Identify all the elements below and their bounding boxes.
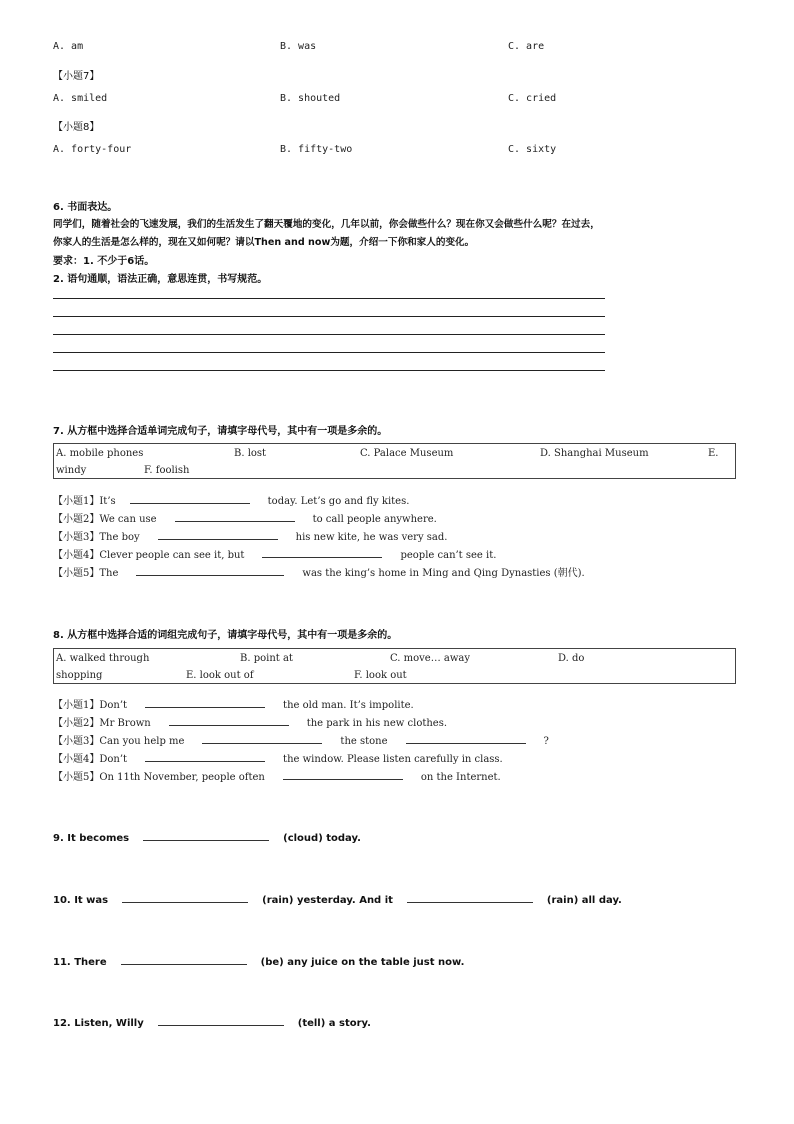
q11-blank[interactable] (121, 954, 247, 965)
q8-item-2: 【小题2】Mr Brown the park in his new clothes. (53, 714, 447, 729)
q9: 9. It becomes (cloud) today. (53, 830, 361, 844)
q8-phrase-c: C. move… away (390, 653, 471, 664)
q7-item-2: 【小题2】We can use to call people anywhere. (53, 510, 437, 525)
q8-item-3: 【小题3】Can you help me the stone ? (53, 732, 549, 747)
q8-item-5: 【小题5】On 11th November, people often on the Internet. (53, 768, 501, 783)
q8-phrase-d: D. do (558, 653, 585, 664)
q7-word-e: windy (56, 465, 87, 476)
writing-line-3[interactable] (53, 334, 605, 335)
q9-blank[interactable] (143, 830, 269, 841)
q8-item-1: 【小题1】Don’t the old man. It’s impolite. (53, 696, 414, 711)
q7-word-f: F. foolish (144, 465, 190, 476)
writing-line-4[interactable] (53, 352, 605, 353)
q8-phrase-a: A. walked through (56, 653, 150, 664)
q6-title: 6. 书面表达。 (53, 202, 118, 213)
q7-word-a: A. mobile phones (56, 448, 144, 459)
subquestion-label-7: 【小题7】 (53, 71, 100, 82)
option-7c: C. cried (508, 93, 557, 104)
writing-line-1[interactable] (53, 298, 605, 299)
q7-title: 7. 从方框中选择合适单词完成句子，请填字母代号，其中有一项是多余的。 (53, 426, 388, 437)
q8-phrase-box (53, 648, 736, 684)
option-8c: C. sixty (508, 144, 557, 155)
q6-paragraph-line1: 同学们，随着社会的飞速发展，我们的生活发生了翻天覆地的变化，几年以前，你会做些什么？现在你又会做些什么呢？在过去， (53, 219, 600, 230)
subquestion-label-8: 【小题8】 (53, 122, 100, 133)
writing-line-5[interactable] (53, 370, 605, 371)
q7-word-c: C. Palace Museum (360, 448, 454, 459)
q7-blank-4[interactable] (262, 547, 382, 558)
q7-item-4: 【小题4】Clever people can see it, but people can’t see it. (53, 546, 496, 561)
q12-blank[interactable] (158, 1015, 284, 1026)
q8-phrase-b: B. point at (240, 653, 293, 664)
q10-blank-2[interactable] (407, 892, 533, 903)
q8-blank-3b[interactable] (406, 733, 526, 744)
q7-blank-3[interactable] (158, 529, 278, 540)
q7-item-3: 【小题3】The boy his new kite, he was very sad. (53, 528, 447, 543)
q7-item-1: 【小题1】It’s today. Let’s go and fly kites. (53, 492, 409, 507)
q7-blank-5[interactable] (136, 565, 284, 576)
option-6c: C. are (508, 41, 545, 52)
q6-requirement-2: 2. 语句通顺，语法正确，意思连贯，书写规范。 (53, 274, 268, 285)
option-6b: B. was (280, 41, 317, 52)
option-8a: A. forty-four (53, 144, 132, 155)
q12: 12. Listen, Willy (tell) a story. (53, 1015, 371, 1029)
q10: 10. It was (rain) yesterday. And it (rain) all day. (53, 892, 622, 906)
q8-blank-2[interactable] (169, 715, 289, 726)
option-8b: B. fifty-two (280, 144, 353, 155)
option-7b: B. shouted (280, 93, 341, 104)
q7-word-box (53, 443, 736, 479)
q7-word-d: D. Shanghai Museum (540, 448, 649, 459)
q8-phrase-d-cont: shopping (56, 670, 103, 681)
q8-blank-3a[interactable] (202, 733, 322, 744)
q8-blank-1[interactable] (145, 697, 265, 708)
option-7a: A. smiled (53, 93, 108, 104)
q11: 11. There (be) any juice on the table just now. (53, 954, 464, 968)
q7-blank-2[interactable] (175, 511, 295, 522)
q7-word-e-letter: E. (708, 448, 719, 459)
option-6a: A. am (53, 41, 84, 52)
q7-word-b: B. lost (234, 448, 267, 459)
q8-phrase-e: E. look out of (186, 670, 254, 681)
q7-blank-1[interactable] (130, 493, 250, 504)
q8-blank-5[interactable] (283, 769, 403, 780)
q8-item-4: 【小题4】Don’t the window. Please listen carefully in class. (53, 750, 503, 765)
q6-requirement-1: 要求：1. 不少于6话。 (53, 256, 155, 267)
q7-item-5: 【小题5】The was the king’s home in Ming and Qing Dynasties (朝代). (53, 564, 585, 579)
writing-line-2[interactable] (53, 316, 605, 317)
q10-blank-1[interactable] (122, 892, 248, 903)
q8-phrase-f: F. look out (354, 670, 407, 681)
q6-paragraph-line2: 你家人的生活是怎么样的，现在又如何呢？请以Then and now为题，介绍一下你和家人的变化。 (53, 237, 475, 248)
q8-title: 8. 从方框中选择合适的词组完成句子，请填字母代号，其中有一项是多余的。 (53, 630, 398, 641)
q8-blank-4[interactable] (145, 751, 265, 762)
